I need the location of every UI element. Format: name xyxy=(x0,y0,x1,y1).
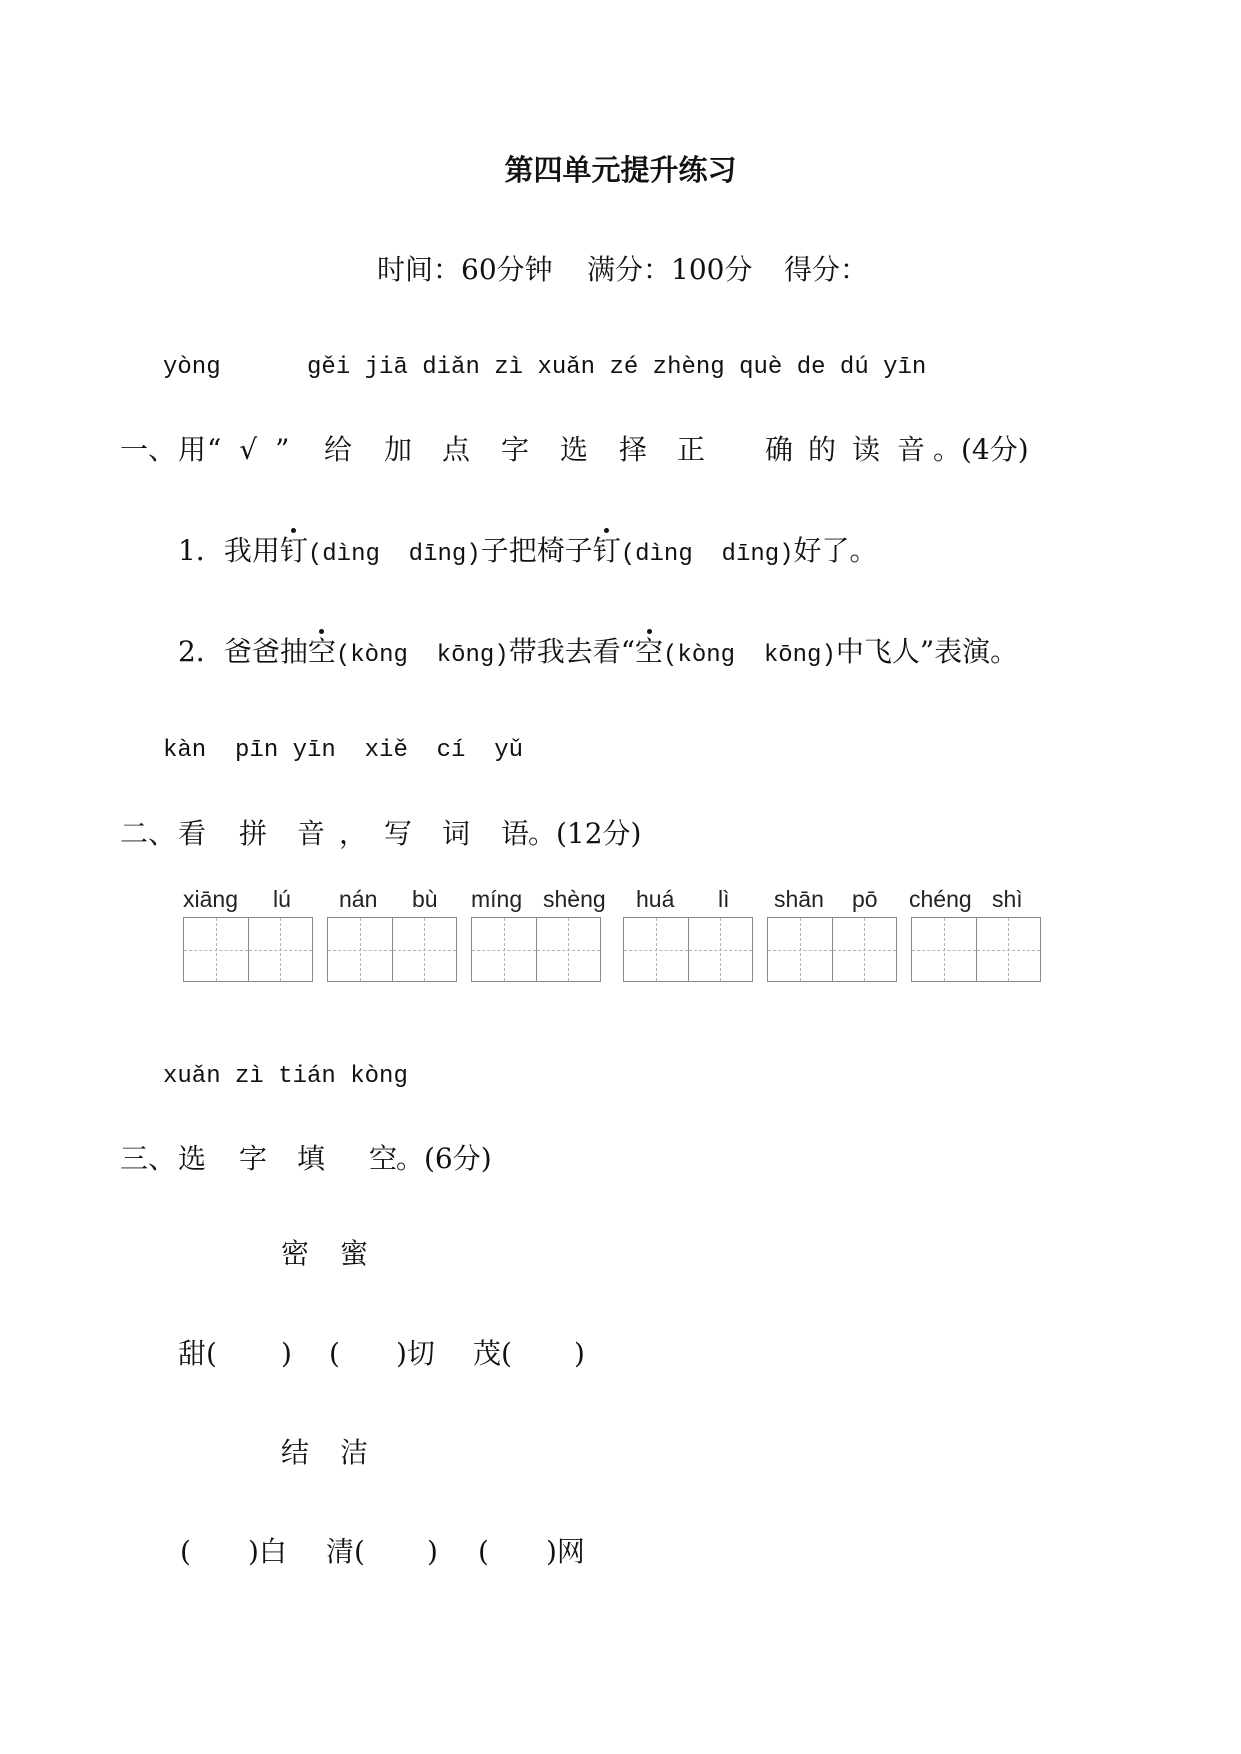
writing-cell xyxy=(912,918,976,981)
question-1 xyxy=(178,534,878,568)
writing-cell xyxy=(472,918,536,981)
writing-box xyxy=(911,917,1041,982)
word-pinyin: pō xyxy=(852,886,878,912)
pinyin-choice: (dìng dīng) xyxy=(620,541,794,568)
heading-part: 音 xyxy=(897,433,926,466)
writing-box xyxy=(327,917,457,982)
heading-part: 。(12分) xyxy=(528,817,642,850)
fill-blank-row-2 xyxy=(0,1535,1241,1570)
heading-part: 写 xyxy=(384,817,413,850)
score-field: 得分： xyxy=(784,253,869,286)
question-text: 带我去看“ xyxy=(508,635,636,668)
word-pinyin: shì xyxy=(992,886,1023,912)
fill-blank-row-1 xyxy=(0,1337,1241,1372)
heading-part: “√” xyxy=(207,433,308,466)
writing-cell xyxy=(768,918,832,981)
heading-part: 用 xyxy=(178,433,207,466)
question-2 xyxy=(178,635,1019,669)
heading-part: 。(6分) xyxy=(396,1142,492,1175)
writing-box xyxy=(623,917,753,982)
question-text: 爸爸抽 xyxy=(223,635,308,668)
writing-cell xyxy=(392,918,457,981)
word-pinyin: huá xyxy=(636,886,675,912)
word-pinyin: shān xyxy=(774,886,824,912)
question-text: 中飞人”表演。 xyxy=(835,635,1019,668)
heading-part: 加 xyxy=(384,433,413,466)
pinyin-choice: (kòng kōng) xyxy=(335,642,509,669)
heading-part: 空 xyxy=(369,1142,398,1175)
heading-part: 词 xyxy=(442,817,471,850)
option-character: 密 xyxy=(281,1237,310,1270)
word-pinyin: nán xyxy=(339,886,378,912)
heading-part: 。(4分) xyxy=(933,433,1029,466)
option-character: 蜜 xyxy=(340,1237,369,1270)
heading-part: 字 xyxy=(239,1142,268,1175)
heading-part: 音 xyxy=(297,817,326,850)
question-text: 子把椅子 xyxy=(480,534,593,567)
option-character: 结 xyxy=(281,1436,310,1469)
writing-cell xyxy=(184,918,248,981)
option-characters-1 xyxy=(0,1237,1241,1272)
section-1-heading xyxy=(0,433,1241,468)
section-1-pinyin: yòng gěi jiā diǎn zì xuǎn zé zhèng què de dú yīn xyxy=(163,354,927,381)
heading-part: ， xyxy=(339,817,368,850)
heading-part: 点 xyxy=(442,433,471,466)
dotted-character: 空 xyxy=(307,635,336,668)
heading-part: 读 xyxy=(852,433,881,466)
writing-cell xyxy=(976,918,1041,981)
full-score: 满分：100分 xyxy=(587,253,753,286)
heading-part: 填 xyxy=(297,1142,326,1175)
word-pinyin: xiāng xyxy=(183,886,238,912)
word-pinyin: lú xyxy=(273,886,291,912)
fill-blank-part: 清( xyxy=(326,1535,365,1568)
writing-cell xyxy=(248,918,313,981)
heading-part: 的 xyxy=(808,433,837,466)
writing-cell xyxy=(328,918,392,981)
writing-cell xyxy=(688,918,753,981)
fill-blank-part: 茂( xyxy=(473,1337,512,1370)
heading-part: 语 xyxy=(501,817,530,850)
heading-part: 一、 xyxy=(120,433,177,466)
heading-part: 择 xyxy=(619,433,648,466)
time-limit: 时间：60分钟 xyxy=(377,253,553,286)
dotted-character: 空 xyxy=(635,635,664,668)
fill-blank-part: ( xyxy=(478,1535,489,1568)
fill-blank-part: ) xyxy=(574,1337,585,1370)
page-title: 第四单元提升练习 xyxy=(504,153,737,187)
heading-part: 三、 xyxy=(120,1142,177,1175)
heading-part: 正 xyxy=(677,433,706,466)
question-text: 好了。 xyxy=(793,534,878,567)
heading-part: 选 xyxy=(560,433,589,466)
section-2-heading xyxy=(0,817,1241,852)
option-characters-2 xyxy=(0,1436,1241,1471)
heading-part: 选 xyxy=(178,1142,207,1175)
option-character: 洁 xyxy=(340,1436,369,1469)
writing-cell xyxy=(624,918,688,981)
heading-part: 看 xyxy=(178,817,207,850)
writing-cell xyxy=(832,918,897,981)
pinyin-choice: (dìng dīng) xyxy=(307,541,481,568)
writing-box xyxy=(183,917,313,982)
question-number: 2． xyxy=(178,635,224,668)
fill-blank-part: 甜( xyxy=(178,1337,217,1370)
heading-part: 确 xyxy=(765,433,794,466)
section-3-pinyin: xuǎn zì tián kòng xyxy=(163,1063,408,1090)
section-3-heading xyxy=(0,1142,1241,1177)
fill-blank-part: ) xyxy=(281,1337,292,1370)
fill-blank-part: ( xyxy=(180,1535,191,1568)
exam-info xyxy=(0,253,1241,288)
word-pinyin: míng xyxy=(471,886,523,912)
word-pinyin: bù xyxy=(412,886,438,912)
pinyin-choice: (kòng kōng) xyxy=(663,642,836,669)
fill-blank-part: ) xyxy=(427,1535,438,1568)
word-pinyin: shèng xyxy=(543,886,606,912)
fill-blank-part: )网 xyxy=(546,1535,585,1568)
dotted-character: 钉 xyxy=(279,534,308,567)
heading-part: 字 xyxy=(501,433,530,466)
word-pinyin: chéng xyxy=(909,886,972,912)
fill-blank-part: )白 xyxy=(248,1535,287,1568)
dotted-character: 钉 xyxy=(592,534,621,567)
writing-box xyxy=(471,917,601,982)
writing-cell xyxy=(536,918,601,981)
question-number: 1． xyxy=(178,534,224,567)
question-text: 我用 xyxy=(223,534,280,567)
section-2-pinyin: kàn pīn yīn xiě cí yǔ xyxy=(163,737,524,764)
heading-part: 给 xyxy=(324,433,353,466)
fill-blank-part: ( xyxy=(329,1337,340,1370)
writing-box xyxy=(767,917,897,982)
heading-part: 二、 xyxy=(120,817,177,850)
word-pinyin: lì xyxy=(718,886,730,912)
heading-part: 拼 xyxy=(239,817,268,850)
fill-blank-part: )切 xyxy=(396,1337,435,1370)
